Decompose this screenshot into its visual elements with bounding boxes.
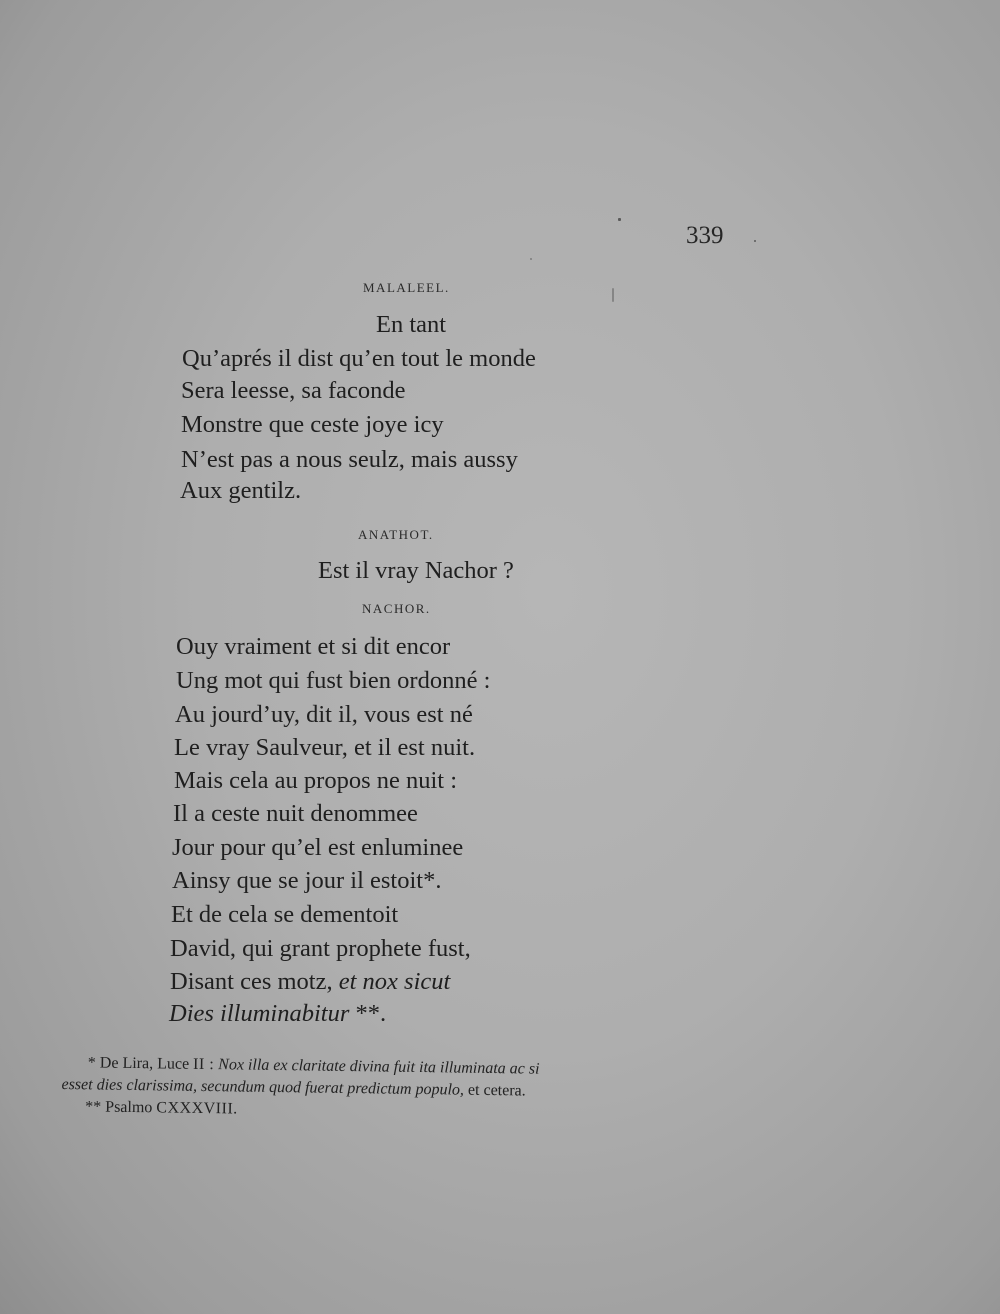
footnote-source: De Lira, Luce xyxy=(99,1054,190,1073)
verse-line: Il a ceste nuit denommee xyxy=(173,800,418,827)
verse-line: Ung mot qui fust bien ordonné : xyxy=(176,667,491,694)
verse-line-mixed xyxy=(169,997,386,1031)
verse-text: Disant ces motz, xyxy=(170,968,333,995)
verse-line: En tant xyxy=(376,311,447,338)
footnotes xyxy=(61,1052,722,1127)
footnote-tail: et cetera. xyxy=(467,1081,526,1100)
footnote-mark: * xyxy=(87,1054,96,1072)
speaker-heading: NACHOR. xyxy=(362,601,431,616)
verse-line: Ouy vraiment et si dit encor xyxy=(176,633,451,660)
latin-quote: et nox sicut xyxy=(338,968,451,995)
verse-line: Qu’aprés il dist qu’en tout le monde xyxy=(182,345,536,372)
footnote-chapter: II : xyxy=(193,1055,215,1074)
verse-line: Sera leesse, sa faconde xyxy=(181,377,406,404)
verse-line: Au jourd’uy, dit il, vous est né xyxy=(175,701,473,728)
footnote-mark: ** xyxy=(85,1098,102,1116)
verse-line: Ainsy que se jour il estoit*. xyxy=(172,867,442,894)
page-number: 339 xyxy=(686,222,724,249)
psalm-number: CXXXVIII. xyxy=(156,1099,238,1118)
verse-line: David, qui grant prophete fust, xyxy=(170,935,471,962)
latin-quote: Dies illuminabitur xyxy=(169,1000,350,1027)
verse-line: Le vray Saulveur, et il est nuit. xyxy=(174,734,476,761)
verse-line: N’est pas a nous seulz, mais aussy xyxy=(181,446,518,473)
footnote-source: Psalmo xyxy=(105,1098,153,1117)
print-speck xyxy=(754,240,756,242)
print-speck xyxy=(530,258,532,260)
verse-line: Jour pour qu’el est enluminee xyxy=(172,834,464,861)
print-speck xyxy=(618,218,621,221)
verse-line: Monstre que ceste joye icy xyxy=(181,411,444,438)
verse-line-mixed xyxy=(170,965,450,999)
verse-line: Et de cela se dementoit xyxy=(171,901,399,928)
verse-line: Aux gentilz. xyxy=(180,477,302,504)
speaker-heading: ANATHOT. xyxy=(358,527,434,542)
print-speck xyxy=(612,288,614,302)
verse-line: Mais cela au propos ne nuit : xyxy=(174,767,458,794)
footnote-quote: esset dies clarissima, secundum quod fuerat predictum populo, xyxy=(61,1075,465,1099)
speaker-heading: MALALEEL. xyxy=(363,280,450,295)
verse-line: Est il vray Nachor ? xyxy=(318,557,514,584)
footnote-quote: Nox illa ex claritate divina fuit ita illuminata ac si xyxy=(218,1056,540,1078)
footnote-mark: **. xyxy=(355,1000,387,1027)
